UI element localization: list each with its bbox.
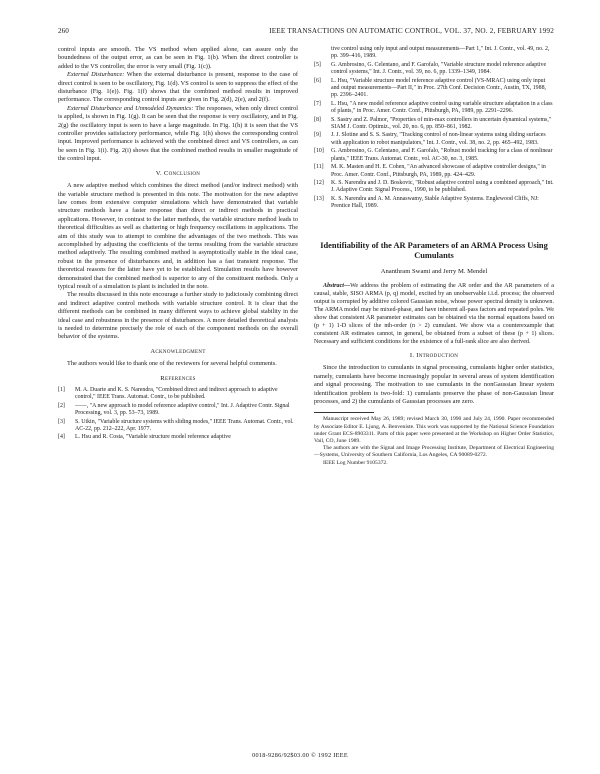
body-paragraph: External Disturbance and Unmodeled Dynamics: The responses, when only direct control is applied, is shown in Fig. 1(g). It can be seen that the response is very oscillatory, and in Fig. 2(g) the oscillatory input is seen to have a large magnitude. In Fig. 1(h) it is seen that the VS controller provides satisfactory performance, while Fig. 1(h) shows the corresponding control input. Improved performance is achieved with the combined direct and VS controllers, as can be seen in Fig. 1(i). Fig. 2(i) shows that the combined method results in smaller magnitude of the control input. (58, 104, 298, 163)
body-paragraph: External Disturbance: When the external disturbance is present, response to the case of direct control is seen to be oscillatory, Fig. 1(d). VS control is seen to suppress the effect of the disturbance (Fig. 1(e)). Fig. 1(f) shows that the combined method results in improved performance. The corresponding control inputs are given in Fig. 2(d), 2(e), and 2(f). (58, 71, 298, 104)
reference-item: [1] M. A. Duarte and K. S. Narendra, "Combined direct and indirect approach to adaptive control," IEEE Trans. Automat. Contr., to be published. (58, 387, 278, 401)
footnote: The authors are with the Signal and Image Processing Institute, Department of Electrical Engineering—Systems, University of Southern California, Los Angeles, CA 90089-0272. (314, 445, 554, 459)
section-heading: Acknowledgment (150, 347, 206, 355)
paper-title: Identifiability of the AR Parameters of an ARMA Process Using Cumulants (320, 240, 548, 261)
reference-item: [6] L. Hsu, "Variable structure model reference adaptive control (VS-MRAC) using only input and output measurements—Part II," in Proc. 27th Conf. Decision Contr., Austin, TX, 1988, pp. 2396–2401. (314, 77, 546, 99)
reference-item: [8] S. Sastry and Z. Palmor, "Properties of min-max controllers in uncertain dynamical systems," SIAM J. Contr. Optimiz., vol. 20, no. 6, pp. 850–861, 1982. (314, 116, 552, 131)
footnote-divider (314, 412, 374, 413)
copyright-footer: 0018-9286/92$03.00 © 1992 IEEE (252, 752, 348, 759)
section-heading: I. Introduction (409, 351, 459, 359)
reference-item: [13] K. S. Narendra and A. M. Annaswamy, Stable Adaptive Systems. Englewood Cliffs, NJ: Prentice Hall, 1989. (314, 195, 539, 210)
reference-item: [10] G. Ambrosino, G. Celentano, and F. Garofalo, "Robust model tracking for a class of nonlinear plants," IEEE Trans. Automat. Contr., vol. AC-30, no. 3, 1985. (314, 148, 553, 162)
journal-header: IEEE TRANSACTIONS ON AUTOMATIC CONTROL, VOL. 37, NO. 2, FEBRUARY 1992 (269, 27, 554, 35)
reference-item: [3] S. Utkin, "Variable structure systems with sliding modes," IEEE Trans. Automat. Contr., vol. AC-22, pp. 212–222, Apr. 1977. (58, 418, 294, 433)
reference-item: [5] G. Ambrosino, G. Celentano, and F. Garofalo, "Variable structure model reference adaptive control systems," Int. J. Contr., vol. 39, no. 6, pp. 1339–1349, 1984. (314, 61, 547, 76)
footnote: IEEE Log Number 9105372. (323, 459, 388, 466)
reference-item: [9] J. J. Slotine and S. S. Sastry, "Tracking control of non-linear systems using sliding surfaces with application to robot manipulators," Int. J. Contr., vol. 38, no. 2, pp. 465–492, 1983. (314, 132, 546, 146)
body-paragraph: The results discussed in this note encourage a further study to judiciously combining direct and indirect adaptive control methods with variable structure control. It is clear that the different methods can be combined in many different ways to achieve global stability in the ideal case and robustness in the presence of disturbances. A more detailed theoretical analysis is needed to determine precisely the role of each of the component methods on the overall behavior of the systems. (58, 291, 298, 341)
reference-item: [2] ——, "A new approach to model reference adaptive control," Int. J. Adaptive Contr. Signal Processing, vol. 3, pp. 53–73, 1989. (58, 402, 290, 417)
left-column (58, 46, 298, 443)
reference-item: [4] L. Hsu and R. Costa, "Variable structure model reference adaptive (58, 434, 231, 441)
reference-list (314, 46, 554, 211)
reference-list (58, 387, 298, 442)
abstract: Abstract—We address the problem of estimating the AR order and the AR parameters of a causal, stable, SISO ARMA (p, q) model, excited by an unobservable i.i.d. process; the observed output is corrupted by additive colored Gaussian noise, whose power spectral density is unknown. The ARMA model may be mixed-phase, and have inherent all-pass factors and repeated poles. We show that consistent AR parameter estimates can be obtained via the normal equations based on (p + 1) 1-D slices of the nth-order (n > 2) cumulant. We show via a counterexample that consistent AR estimates cannot, in general, be obtained from a subset of these (p + 1) slices. Necessary and sufficient conditions for the existence of a full-rank slice are also derived. (314, 282, 554, 345)
right-column (314, 46, 554, 467)
footnote: Manuscript received May 26, 1989; revised March 30, 1990 and July 24, 1990. Paper recommended by Associate Editor E. Ljung, A. Benveniste. This work was supported by the National Science Foundation under Grant ECS-8903311. Parts of this paper were presented at the Workshop on Higher Order Statistics, Vail, CO, June 1989. (314, 416, 554, 444)
reference-item: tive control using only input and output measurements—Part 1," Int. J. Contr., vol. 49, no. 2, pp. 399–416, 1989. (331, 46, 550, 60)
run-in-heading: External Disturbance: (67, 71, 125, 79)
reference-item: [11] M. K. Masten and H. E. Cohen, "An advanced showcase of adaptive controller designs," in Proc. Amer. Contr. Conf., Pittsburgh, PA, 1989, pp. 424–429. (314, 164, 546, 178)
reference-item: [7] L. Hsu, "A new model reference adaptive control using variable structure adaptation in a class of plants," in Proc. Amer. Contr. Conf., Pittsburgh, PA, 1989, pp. 2291–2296. (314, 100, 553, 115)
body-paragraph: Since the introduction to cumulants in signal processing, cumulants higher order statistics, namely, cumulants have become increasingly popular in several areas of system identification and signal processing. The motivation to use cumulants in the nonGaussian linear system identification problem is two-fold: 1) cumulants preserve the phase of non-Gaussian linear processes, and 2) the cumulants of Gaussian processes are zero. (314, 364, 554, 405)
reference-item: [12] K. S. Narendra and J. D. Boskovic, "Robust adaptive control using a combined approach," Int. J. Adaptive Contr. Signal Process., 1990, to be published. (314, 179, 554, 194)
section-heading: V. Conclusion (155, 169, 201, 177)
page-number: 260 (58, 27, 69, 35)
abstract-label: Abstract— (323, 282, 351, 289)
paper-authors: Ananthram Swami and Jerry M. Mendel (380, 267, 488, 275)
body-paragraph: The authors would like to thank one of the reviewers for several helpful comments. (67, 360, 277, 368)
running-header (58, 27, 554, 39)
run-in-heading: External Disturbance and Unmodeled Dynamics: (67, 104, 194, 112)
body-paragraph: control inputs are smooth. The VS method when applied alone, can assure only the boundedness of the output error, as can be seen in Fig. 1(b). When the direct controller is added to the VS controller, the error is very small (Fig. 1(c)). (58, 46, 298, 70)
section-heading: References (160, 374, 196, 382)
body-paragraph: A new adaptive method which combines the direct method (and/or indirect method) with the variable structure method is presented in this note. The motivation for the new adaptive law comes from extensive computer simulations which have demonstrated that variable structure methods have a faster response than direct or indirect methods in practical applications. However, in contrast to the latter methods, the variable structure method leads to theoretical difficulties as well as chattering or high frequency oscillations in applications. The aim of this study was to attempt to combine the advantages of the two methods. This was accomplished by adjusting the coefficients of the terms resulting from the variable structure method adaptively. The resulting combined method is asymptotically stable in the ideal case, robust in the presence of disturbances and, in addition has a fast transient response. The theoretical reasons for the latter have yet to be established. Simulation results have however demonstrated that the combined method is superior to any of the constituent methods. Only a typical result of a simulation is plant is included in the note. (58, 182, 298, 290)
